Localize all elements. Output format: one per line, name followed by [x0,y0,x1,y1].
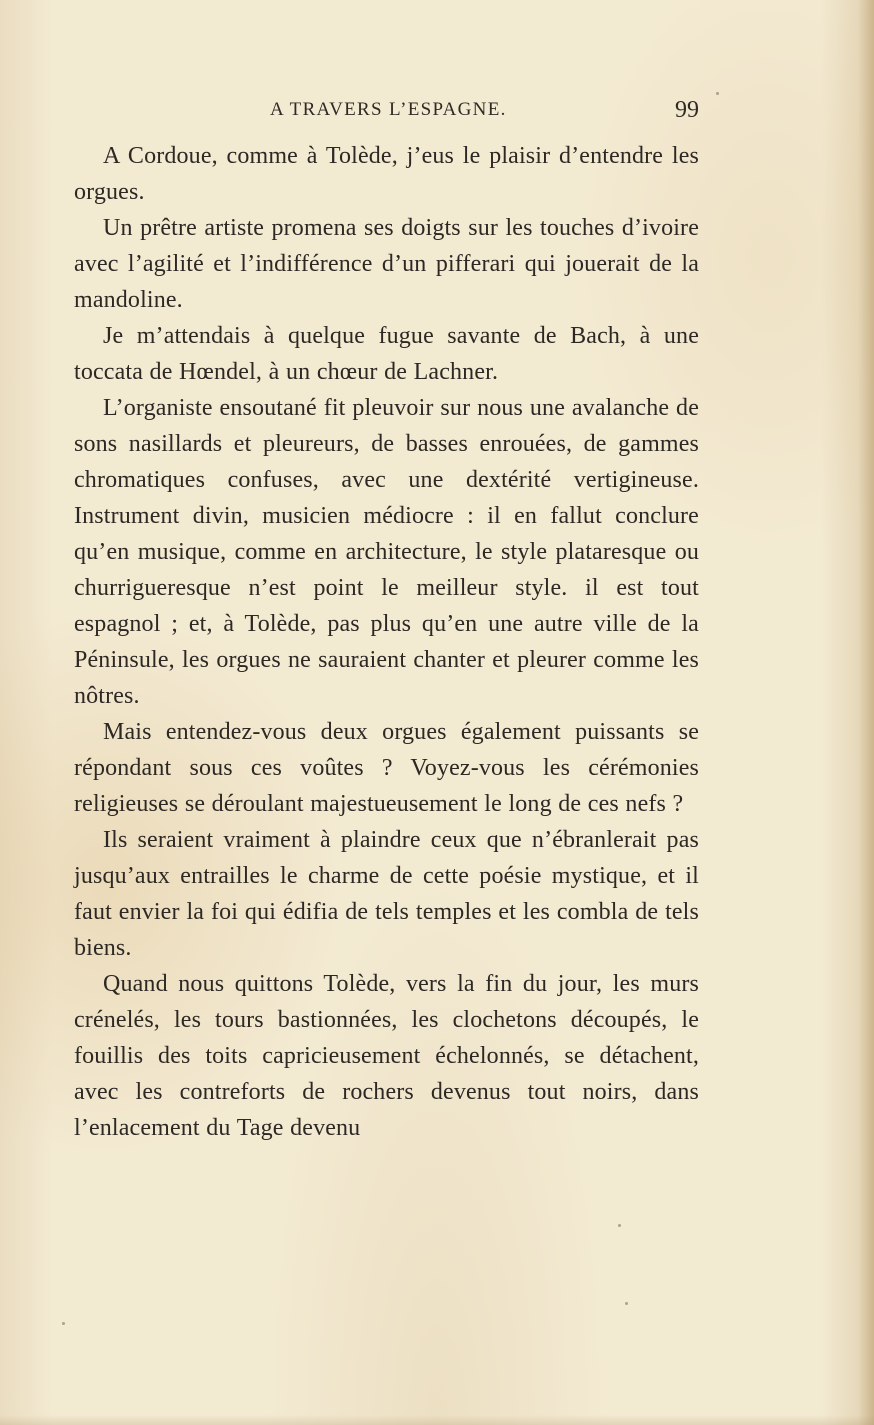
page-header [74,95,699,125]
paragraph: Un prêtre artiste promena ses doigts sur les touches d’ivoire avec l’agilité et l’indifférence d’un pifferari qui jouerait de la mandoline. [74,215,699,313]
paper-speck [716,92,719,95]
paragraph: Quand nous quittons Tolède, vers la fin du jour, les murs crénelés, les tours bastionnées, les clochetons découpés, le fouillis des toits capricieusement échelonnés, se détachent, avec les contreforts de rochers devenus tout noirs, dans l’enlacement du Tage devenu [74,971,699,1141]
paragraph: Mais entendez-vous deux orgues également puissants se répondant sous ces voûtes ? Voyez-vous les cérémonies religieuses se déroulant majestueusement le long de ces nefs ? [74,719,699,817]
paper-speck [618,1224,621,1227]
body-text [74,138,699,1146]
paragraph: A Cordoue, comme à Tolède, j’eus le plaisir d’entendre les orgues. [74,143,699,205]
page-edge-shadow [858,0,874,1425]
bottom-edge-shadow [0,1415,874,1425]
paragraph: Je m’attendais à quelque fugue savante de Bach, à une toccata de Hœndel, à un chœur de Lachner. [74,323,699,385]
paper-speck [62,1322,65,1325]
paragraph: Ils seraient vraiment à plaindre ceux que n’ébranlerait pas jusqu’aux entrailles le charme de cette poésie mystique, et il faut envier la foi qui édifia de tels temples et les combla de tels biens. [74,827,699,961]
running-head: A TRAVERS L’ESPAGNE. [270,99,507,120]
paper-speck [625,1302,628,1305]
page-number: 99 [675,97,699,123]
paragraph: L’organiste ensoutané fit pleuvoir sur nous une avalanche de sons nasillards et pleureurs, de basses enrouées, de gammes chromatiques confuses, avec une dextérité vertigineuse. Instrument divin, musicien médiocre : il en fallut conclure qu’en musique, comme en architecture, le style plataresque ou churrigueresque n’est point le meilleur style. il est tout espagnol ; et, à Tolède, pas plus qu’en une autre ville de la Péninsule, les orgues ne sauraient chanter et pleurer comme les nôtres. [74,395,699,709]
